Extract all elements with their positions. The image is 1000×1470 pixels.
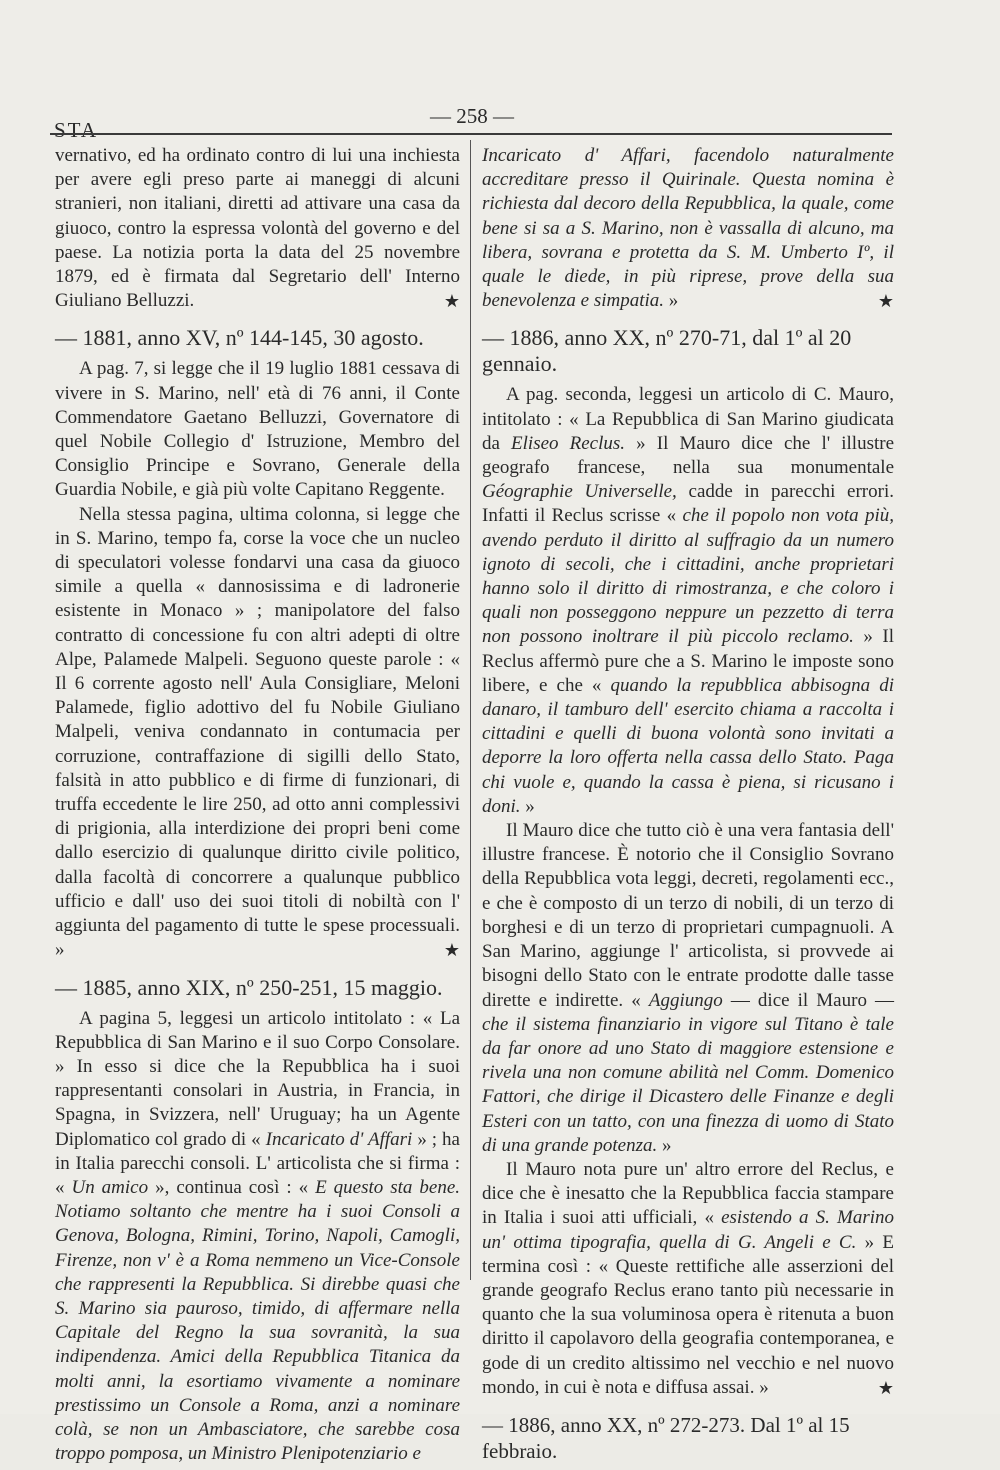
italic-text: Géographie Universelle, [482, 481, 677, 503]
paragraph [55, 144, 460, 313]
entry-heading: — 1886, anno XX, nº 272-273. Dal 1º al 15 febbraio. [482, 1412, 850, 1463]
star-marker: ★ [443, 291, 460, 312]
paragraph [55, 503, 460, 963]
paragraph-text: » [664, 290, 679, 312]
italic-text: Aggiungo [648, 989, 723, 1011]
star-marker: ★ [877, 291, 894, 312]
paragraph-text: » [525, 795, 535, 817]
italic-text: Eliseo Reclus. [511, 432, 626, 454]
paragraph-text: Il Mauro dice che tutto ciò è una vera fantasia dell' illustre francese. È notorio che il Consiglio Sovrano della Repubblica vota leggi, decreti, regolamenti ecc., e che è composto di un terzo di nobili, di un terzo di borghesi e di un terzo di proprietari cumpagnuoli. A San Marino, aggiunge l' articolista, si provvede ai bisogni dello Stato con le entrate prodotte dalle tasse dirette e indirette. « [482, 820, 894, 1011]
paragraph [482, 144, 894, 313]
paragraph-text: — dice il Mauro — [730, 989, 895, 1011]
paragraph [482, 383, 894, 819]
header-rule [50, 133, 892, 135]
star-marker: ★ [443, 940, 460, 961]
paragraph [55, 1007, 460, 1467]
paragraph-text: cadde in parecchi errori. Infatti il Reclus scrisse « [482, 481, 894, 527]
paragraph-text: vernativo, ed ha ordinato contro di lui una inchiesta per avere egli preso parte ai maneggi di alcuni stranieri, non italiani, diretti ad attivare una casa da giuoco, contro la espressa volontà del governo e del paese. La notizia porta la data del 25 novembre 1879, ed è firmata dal Segretario dell' Interno Giuliano Belluzzi. [55, 145, 460, 312]
paragraph [482, 1158, 894, 1400]
paragraph-text: Nella stessa pagina, ultima colonna, si legge che in S. Marino, tempo fa, corse la voce che un nucleo di speculatori volesse fondarvi una casa da giuoco simile a quella « dannosissima e di ladronerie esistente in Monaco » ; manipolatore del falso contratto di concessione fu con altri adepti di oltre Alpe, Palamede Malpeli. Seguono queste parole : « Il 6 corrente agosto nell' Aula Consigliare, Meloni Palamede, figlio adottivo del fu Nobile Giuliano Malpeli, veniva condannato in contumacia per corruzione, contraffazione di sigilli dello Stato, falsità in atto pubblico e di firme di funzionari, di truffa eccedente le lire 250, ad otto anni complessivi di prigionia, alla interdizione dei propri beni come dallo esercizio di qualunque diritto civile politico, dalla facoltà di concorrere a qualunque pubblico ufficio e dall' uso dei suoi titoli di nobiltà con l' aggiunta del pagamento di tutte le spese processuali. » [55, 503, 460, 961]
paragraph-text: Il Mauro nota pure un' altro errore del Reclus, e dice che è inesatto che la Repubblica faccia stampare in Italia i suoi atti ufficiali, « [482, 1158, 894, 1229]
entry-heading: — 1886, anno XX, nº 270-71, dal 1º al 20 gennaio. [482, 325, 852, 377]
paragraph-text: » Il Mauro dice che l' illustre geografo francese, nella sua monumentale [482, 432, 895, 479]
running-head-title: STA [54, 118, 98, 142]
italic-quote: che il sistema finanziario in vigore sul Titano è tale da far onore ad uno Stato di maggiore estensione e rivela una non comune abilità nel Comm. Domenico Fattori, che dirige il Dicastero delle Finanze e degli Esteri con un tatto, con una finezza di uomo di Stato di una grande potenza. [482, 1013, 894, 1156]
entry-heading: — 1881, anno XV, nº 144-145, 30 agosto. [55, 325, 424, 351]
paragraph-text: », continua così : « [155, 1176, 309, 1198]
italic-text: Incaricato d' Affari [265, 1128, 413, 1150]
paragraph-text: A pag. seconda, leggesi un articolo di C. Mauro, intitolato : « La Repubblica di San Marino giudicata da [482, 384, 894, 454]
italic-quote: quando la repubblica abbisogna di danaro, il tamburo dell' esercito chiama a raccolta i cittadini e quelli di buona volontà sono invitati a deporre la loro offerta nella cassa dello Stato. Paga chi vuole e, quando la cassa è piena, si ricusano i doni. [482, 674, 894, 817]
column-divider [470, 140, 471, 1280]
paragraph-text: » ; ha in Italia parecchi consoli. L' articolista che si firma : « [55, 1128, 460, 1198]
paragraph-text: » [661, 1134, 672, 1156]
star-marker: ★ [877, 1377, 894, 1398]
page-number: — 258 — [430, 104, 514, 128]
paragraph [482, 819, 894, 1158]
italic-quote: esistendo a S. Marino un' ottima tipografia, quella di G. Angeli e C. [482, 1207, 895, 1253]
italic-quote: Incaricato d' Affari, facendolo naturalmente accreditare presso il Quirinale. Questa nomina è richiesta dal decoro della Repubblica, la quale, come bene si sa a S. Marino, non è vassalla di alcuno, ma libera, sovrana e protetta da S. M. Umberto Iº, il quale le diede, in più riprese, prove della sua benevolenza e simpatia. [482, 145, 894, 312]
italic-quote: E questo sta bene. Notiamo soltanto che mentre ha i suoi Consoli a Genova, Bologna, Rimini, Torino, Napoli, Camogli, Firenze, non v' è a Roma nemmeno un Vice-Console che rappresenti la Repubblica. Si direbbe quasi che S. Marino sia pauroso, timido, di affermare nella Capitale del Regno la sua sovranità, la sua indipendenza. Amici della Repubblica Titanica da molti anni, la esortiamo vivamente a nominare prestissimo un Console a Roma, anzi a nominare colà, se non un Ambasciatore, che sarebbe cosa troppo pomposa, un Ministro Plenipotenziario e [55, 1176, 461, 1465]
paragraph: A pag. 7, si legge che il 19 luglio 1881 cessava di vivere in S. Marino, nell' età di 76 anni, il Conte Commendatore Gaetano Belluzzi, Governatore di quel Nobile Collegio d' Istruzione, Membro del Consiglio Principe e Sovrano, Generale della Guardia Nobile, e già più volte Capitano Reggente. [55, 358, 460, 501]
italic-text: Un amico [71, 1176, 149, 1198]
left-column [55, 144, 460, 1466]
right-column [482, 144, 894, 1470]
paragraph-text: A pagina 5, leggesi un articolo intitolato : « La Repubblica di San Marino e il suo Corpo Consolare. » In esso si dice che la Repubblica ha i suoi rappresentanti consolari in Austria, in Francia, in Spagna, in Svizzera, nell' Uruguay; ha un Agente Diplomatico col grado di « [55, 1007, 460, 1150]
paragraph-text: » E termina così : « Queste rettifiche alle asserzioni del grande geografo Reclus erano tanto più necessarie in quanto che la sua voluminosa opera è ritenuta a buon diritto il capolavoro della geografia contemporanea, e gode di un credito altissimo nel vecchio e nel nuovo mondo, in cui è nota e diffusa assai. » [482, 1231, 894, 1398]
entry-heading: — 1885, anno XIX, nº 250-251, 15 maggio. [55, 974, 443, 1000]
paragraph-text: » Il Reclus affermò pure che a S. Marino le imposte sono libere, e che « [482, 626, 895, 696]
italic-quote: che il popolo non vota più, avendo perduto il diritto al suffragio da un numero ignoto di secoli, che i cittadini, anche proprietari hanno solo il diritto di rimostranza, e che coloro i quali non posseggono neppure un pezzetto di terra non possono inoltrare il più piccolo reclamo. [482, 505, 894, 648]
